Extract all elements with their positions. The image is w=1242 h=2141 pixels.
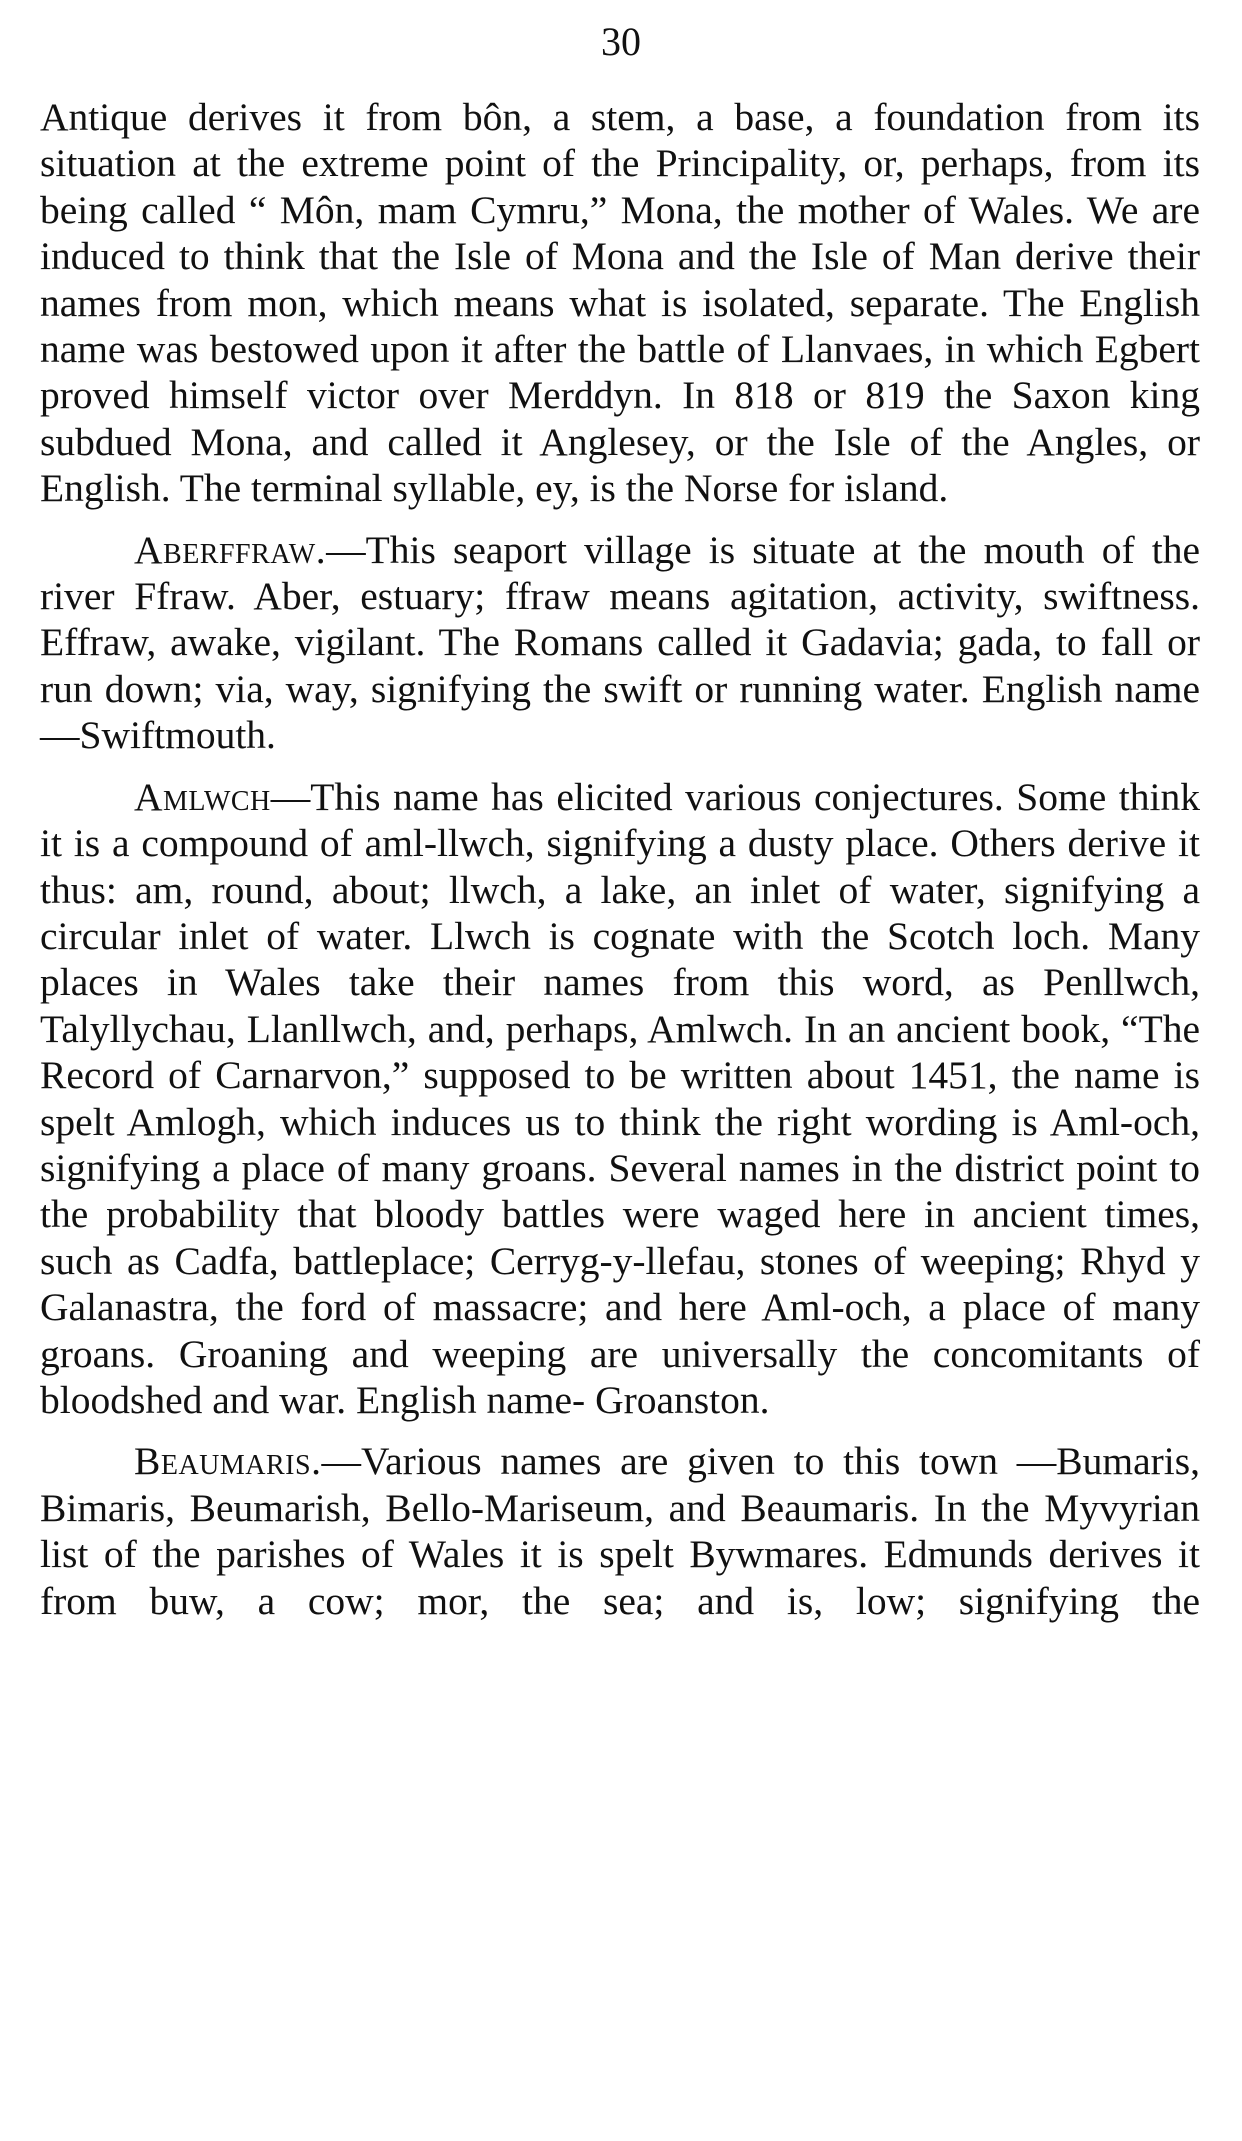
entry-heading-amlwch: Amlwch xyxy=(134,774,271,819)
paragraph-beaumaris xyxy=(40,1438,1200,1624)
paragraph-aberffraw xyxy=(40,527,1200,759)
paragraph-text: —This name has elicited various conjectures. Some think it is a compound of aml-llwch, signifying a dusty place. Others derive it thus: am, round, about; llwch, a lake, an inlet of water, signifying a circular inlet of water. Llwch is cognate with the Scotch loch. Many places in Wales take their names from this word, as Penllwch, Talyllychau, Llanllwch, and, perhaps, Amlwch. In an ancient book, “The Record of Carnarvon,” supposed to be written about 1451, the name is spelt Amlogh, which induces us to think the right wording is Aml-och, signifying a place of many groans. Several names in the district point to the probability that bloody battles were waged here in ancient times, such as Cadfa, battleplace; Cerryg-y-llefau, stones of weeping; Rhyd y Galanastra, the ford of massacre; and here Aml-och, a place of many groans. Groaning and weeping are universally the concomitants of bloodshed and war. English name- Groanston. xyxy=(40,774,1200,1422)
paragraph-amlwch xyxy=(40,774,1200,1424)
body-text xyxy=(40,94,1200,1639)
entry-heading-aberffraw: Aberffraw. xyxy=(134,527,327,572)
paragraph-text: Antique derives it from bôn, a stem, a base, a foundation from its situation at the extreme point of the Principality, or, perhaps, from its being called “ Môn, mam Cymru,” Mona, the mother of Wales. We are induced to think that the Isle of Mona and the Isle of Man derive their names from mon, which means what is isolated, separate. The English name was bestowed upon it after the battle of Llanvaes, in which Egbert proved himself victor over Merddyn. In 818 or 819 the Saxon king subdued Mona, and called it Anglesey, or the Isle of the Angles, or English. The terminal syllable, ey, is the Norse for island. xyxy=(40,95,1200,511)
paragraph-anglesey-continued xyxy=(40,94,1200,512)
paragraph-text: —This seaport village is situate at the mouth of the river Ffraw. Aber, estuary; ffraw means agitation, activity, swiftness. Effraw, awake, vigilant. The Romans called it Gadavia; gada, to fall or run down; via, way, signifying the swift or running water. English name—Swiftmouth. xyxy=(40,527,1200,758)
entry-heading-beaumaris: Beaumaris. xyxy=(134,1439,322,1484)
paragraph-text: —Various names are given to this town —Bumaris, Bimaris, Beumarish, Bello-Mariseum, and Beaumaris. In the Myvyrian list of the parishes of Wales it is spelt Bywmares. Edmunds derives it from buw, a cow; mor, the sea; and is, low; signifying the xyxy=(40,1439,1200,1623)
page-number: 30 xyxy=(601,19,641,64)
